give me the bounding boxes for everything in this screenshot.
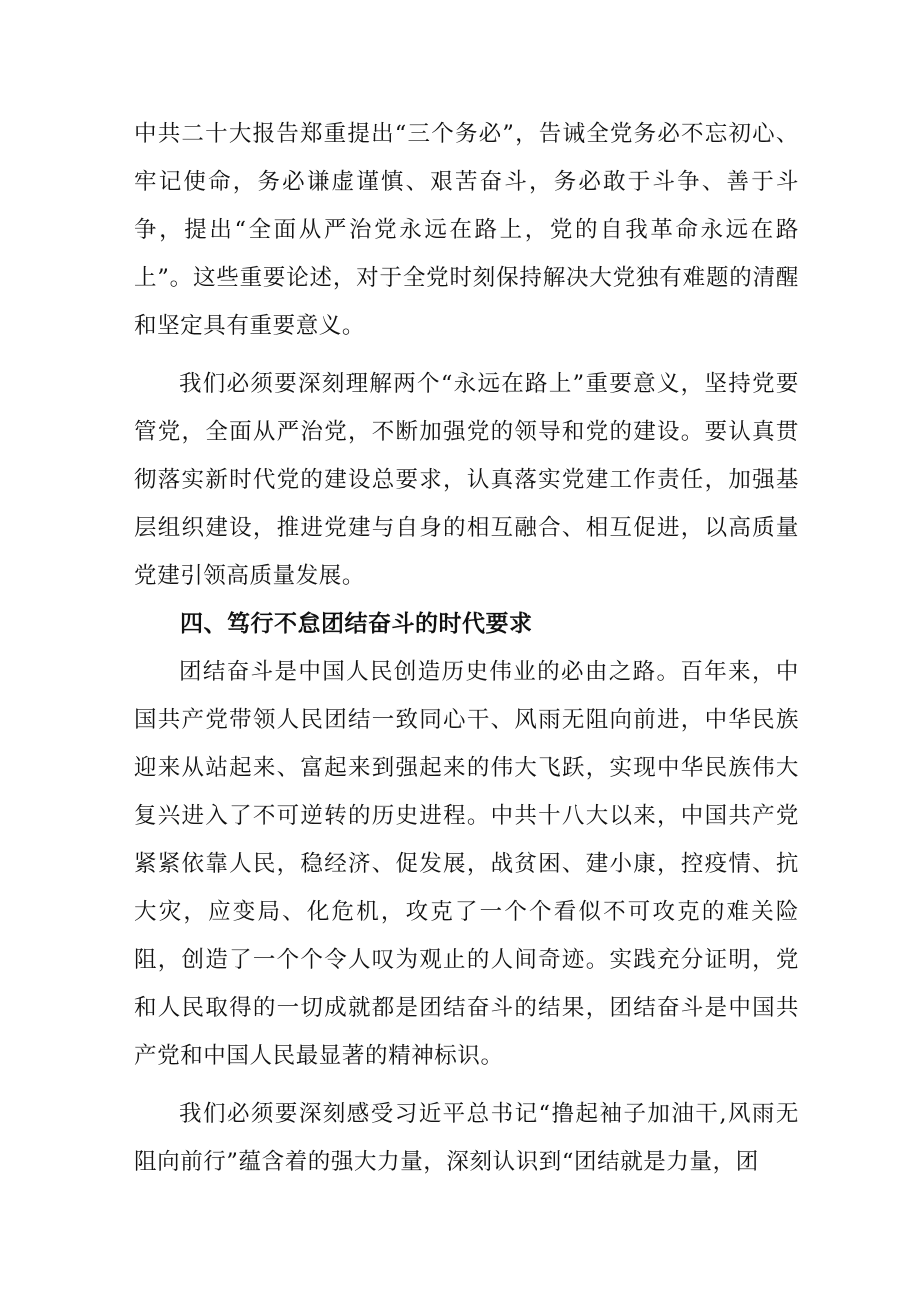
paragraph-gap bbox=[134, 1080, 799, 1090]
paragraph-always-on-the-road: 我们必须要深刻理解两个“永远在路上”重要意义，坚持党要管党，全面从严治党，不断加强党的领导和党的建设。要认真贯彻落实新时代党的建设总要求，认真落实党建工作责任，加强基层组织建设，推进党建与自身的相互融合、相互促进，以高质量党建引领高质量发展。 bbox=[134, 371, 799, 589]
document-body bbox=[134, 110, 799, 1186]
paragraph-gap bbox=[134, 350, 799, 360]
section-heading: 四、笃行不怠团结奋斗的时代要求 bbox=[180, 611, 533, 637]
paragraph-three-musts: 中共二十大报告郑重提出“三个务必”，告诫全党务必不忘初心、牢记使命，务必谦虚谨慎、艰苦奋斗，务必敢于斗争、善于斗争，提出“全面从严治党永远在路上，党的自我革命永远在路上”。这些重要论述，对于全党时刻保持解决大党独有难题的清醒和坚定具有重要意义。 bbox=[134, 121, 799, 339]
paragraph-roll-up-sleeves: 我们必须要深刻感受习近平总书记“撸起袖子加油干,风雨无阻向前行”蕴含着的强大力量，深刻认识到“团结就是力量，团 bbox=[134, 1101, 799, 1175]
paragraph-unity-and-struggle: 团结奋斗是中国人民创造历史伟业的必由之路。百年来，中国共产党带领人民团结一致同心干、风雨无阻向前进，中华民族迎来从站起来、富起来到强起来的伟大飞跃，实现中华民族伟大复兴进入了不可逆转的历史进程。中共十八大以来，中国共产党紧紧依靠人民，稳经济、促发展，战贫困、建小康，控疫情、抗大灾，应变局、化危机，攻克了一个个看似不可攻克的难关险阻，创造了一个个令人叹为观止的人间奇迹。实践充分证明，党和人民取得的一切成就都是团结奋斗的结果，团结奋斗是中国共产党和中国人民最显著的精神标识。 bbox=[134, 659, 799, 1069]
